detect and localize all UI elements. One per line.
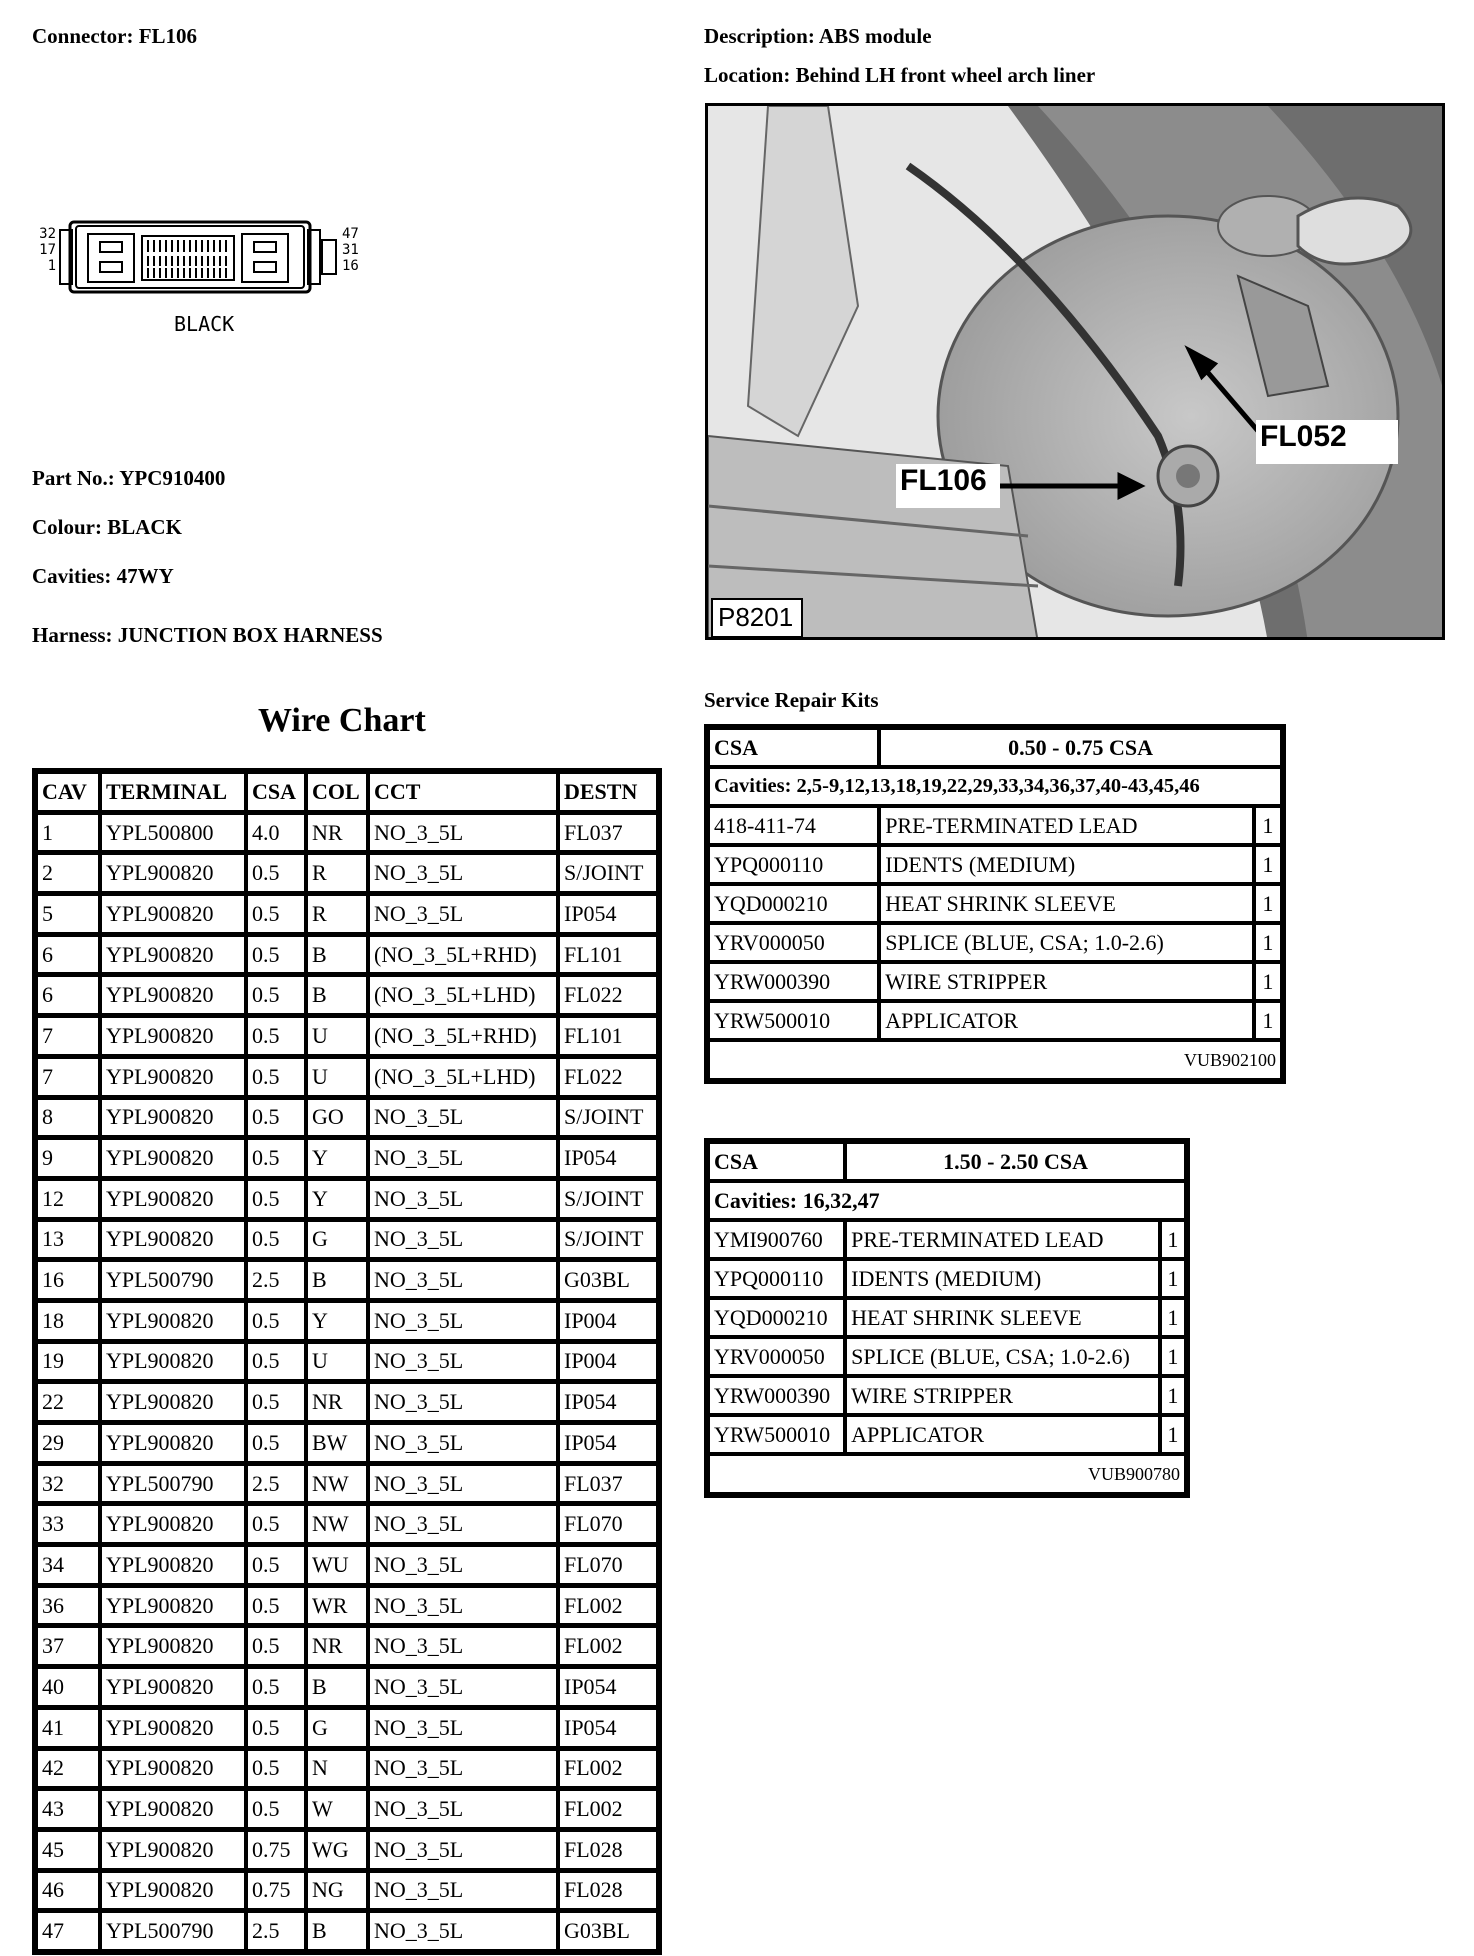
wire-chart-cell: NO_3_5L <box>368 1666 558 1707</box>
kit-item-cell: 1 <box>1160 1376 1186 1415</box>
kit-item-row <box>708 1001 1282 1040</box>
wire-chart-cell: 0.5 <box>246 893 306 934</box>
wire-chart-cell: BW <box>306 1422 368 1463</box>
kit-item-cell: PRE-TERMINATED LEAD <box>879 806 1254 845</box>
wire-chart-cell: S/JOINT <box>558 852 658 893</box>
wire-chart-cell: YPL900820 <box>100 1544 246 1585</box>
wire-chart-cell: NO_3_5L <box>368 1137 558 1178</box>
wire-chart-cell: B <box>306 974 368 1015</box>
kit-item-cell: WIRE STRIPPER <box>879 962 1254 1001</box>
wire-chart-row <box>36 1015 658 1056</box>
wire-chart-cell: 46 <box>36 1870 100 1911</box>
kit-csa-value: 1.50 - 2.50 CSA <box>845 1142 1186 1181</box>
kit-item-cell: WIRE STRIPPER <box>845 1376 1160 1415</box>
wire-chart-cell: 0.5 <box>246 1625 306 1666</box>
kit-item-cell: PRE-TERMINATED LEAD <box>845 1220 1160 1259</box>
wire-chart-cell: FL028 <box>558 1870 658 1911</box>
wire-chart-cell: NO_3_5L <box>368 1585 558 1626</box>
kit-item-cell: YRW500010 <box>708 1415 845 1454</box>
wire-chart-cell: FL070 <box>558 1544 658 1585</box>
wire-chart-body <box>36 812 658 1951</box>
kit-item-row <box>708 1259 1186 1298</box>
callout-fl106: FL106 <box>900 464 987 497</box>
wire-chart-cell: 0.5 <box>246 1707 306 1748</box>
wire-chart-header-row <box>36 772 658 812</box>
wire-chart-cell: IP054 <box>558 1666 658 1707</box>
wire-chart-cell: NO_3_5L <box>368 1219 558 1260</box>
wire-chart-cell: 1 <box>36 812 100 853</box>
repair-kit-table <box>704 724 1286 1084</box>
wire-chart-row <box>36 934 658 975</box>
kit-item-cell: APPLICATOR <box>879 1001 1254 1040</box>
kit-item-row <box>708 884 1282 923</box>
wire-chart-row <box>36 1585 658 1626</box>
wire-chart-cell: W <box>306 1788 368 1829</box>
wire-chart-row <box>36 1463 658 1504</box>
kit-item-cell: IDENTS (MEDIUM) <box>879 845 1254 884</box>
wire-chart-row <box>36 1707 658 1748</box>
wire-chart-row <box>36 852 658 893</box>
wire-chart-row <box>36 1137 658 1178</box>
wire-chart-cell: 0.5 <box>246 974 306 1015</box>
wire-chart-cell: YPL900820 <box>100 1178 246 1219</box>
wire-chart-cell: U <box>306 1015 368 1056</box>
wire-chart-cell: 0.5 <box>246 1300 306 1341</box>
kit-item-cell: YRV000050 <box>708 923 879 962</box>
wire-chart-cell: B <box>306 1910 368 1951</box>
wire-chart-cell: 18 <box>36 1300 100 1341</box>
wire-chart-cell: 42 <box>36 1748 100 1789</box>
wire-chart-cell: NO_3_5L <box>368 1788 558 1829</box>
wire-chart-cell: IP004 <box>558 1300 658 1341</box>
wire-chart-cell: U <box>306 1341 368 1382</box>
kit-csa-value: 0.50 - 0.75 CSA <box>879 728 1282 767</box>
wire-chart-cell: YPL500790 <box>100 1463 246 1504</box>
wire-chart-cell: 7 <box>36 1015 100 1056</box>
kit-items <box>708 1220 1186 1454</box>
kit-item-cell: 1 <box>1254 923 1282 962</box>
wire-chart-cell: 6 <box>36 974 100 1015</box>
kit-item-row <box>708 1415 1186 1454</box>
wire-chart-row <box>36 812 658 853</box>
kit-csa-label: CSA <box>708 728 879 767</box>
wheel-arch-illustration <box>708 106 1445 640</box>
wire-chart-cell: WU <box>306 1544 368 1585</box>
wire-chart-row <box>36 893 658 934</box>
kit-item-cell: YQD000210 <box>708 884 879 923</box>
kit-item-cell: SPLICE (BLUE, CSA; 1.0-2.6) <box>879 923 1254 962</box>
connector-label: Connector: FL106 <box>32 24 198 48</box>
wire-chart-cell: YPL900820 <box>100 974 246 1015</box>
wire-chart-cell: YPL900820 <box>100 1625 246 1666</box>
wire-chart-cell: NO_3_5L <box>368 1544 558 1585</box>
wire-chart-cell: 4.0 <box>246 812 306 853</box>
wire-chart-row <box>36 1219 658 1260</box>
wire-chart-cell: WR <box>306 1585 368 1626</box>
wire-chart-cell: 0.5 <box>246 1748 306 1789</box>
wire-chart-cell: IP054 <box>558 1707 658 1748</box>
kit-item-cell: 1 <box>1160 1337 1186 1376</box>
wire-chart-cell: B <box>306 1259 368 1300</box>
wire-chart-row <box>36 1870 658 1911</box>
wire-chart-cell: FL002 <box>558 1585 658 1626</box>
column-header: TERMINAL <box>100 772 246 812</box>
wire-chart-cell: U <box>306 1056 368 1097</box>
wire-chart-cell: YPL900820 <box>100 1422 246 1463</box>
wire-chart-cell: YPL900820 <box>100 852 246 893</box>
wire-chart-cell: NR <box>306 1625 368 1666</box>
wire-chart-cell: YPL900820 <box>100 934 246 975</box>
kit-item-row <box>708 1376 1186 1415</box>
wire-chart-cell: YPL900820 <box>100 893 246 934</box>
kit-csa-row <box>708 728 1282 767</box>
wire-chart-cell: FL101 <box>558 1015 658 1056</box>
wire-chart-table <box>32 768 662 1955</box>
wire-chart-cell: FL002 <box>558 1788 658 1829</box>
wire-chart-cell: YPL900820 <box>100 1056 246 1097</box>
callout-fl052: FL052 <box>1260 420 1347 453</box>
wire-chart-cell: 0.5 <box>246 1219 306 1260</box>
wire-chart-cell: 0.5 <box>246 1015 306 1056</box>
wire-chart-cell: NO_3_5L <box>368 1259 558 1300</box>
wire-chart-cell: (NO_3_5L+RHD) <box>368 1015 558 1056</box>
wire-chart-cell: NO_3_5L <box>368 1870 558 1911</box>
wire-chart-cell: 0.5 <box>246 1178 306 1219</box>
pin-label: 1 <box>47 258 56 274</box>
kit-item-row <box>708 923 1282 962</box>
wire-chart-cell: 22 <box>36 1381 100 1422</box>
wire-chart-cell: 0.5 <box>246 1544 306 1585</box>
kit-item-row <box>708 845 1282 884</box>
kit-cavities-row <box>708 767 1282 806</box>
wire-chart-cell: Y <box>306 1178 368 1219</box>
kit-number: VUB902100 <box>708 1040 1282 1080</box>
wire-chart-cell: 0.5 <box>246 1341 306 1382</box>
kit-item-cell: YPQ000110 <box>708 1259 845 1298</box>
wire-chart-cell: FL022 <box>558 1056 658 1097</box>
wire-chart-cell: 2.5 <box>246 1463 306 1504</box>
kit-item-row <box>708 1298 1186 1337</box>
kit-item-cell: YQD000210 <box>708 1298 845 1337</box>
part-number: Part No.: YPC910400 <box>32 466 226 490</box>
kit-item-cell: HEAT SHRINK SLEEVE <box>879 884 1254 923</box>
column-header: CAV <box>36 772 100 812</box>
wire-chart-row <box>36 1422 658 1463</box>
kit-item-cell: SPLICE (BLUE, CSA; 1.0-2.6) <box>845 1337 1160 1376</box>
kit-item-cell: 418-411-74 <box>708 806 879 845</box>
wire-chart-cell: 6 <box>36 934 100 975</box>
wire-chart-cell: 13 <box>36 1219 100 1260</box>
wire-chart-row <box>36 1259 658 1300</box>
kit-item-row <box>708 962 1282 1001</box>
kit-item-cell: 1 <box>1254 1001 1282 1040</box>
wire-chart-cell: 7 <box>36 1056 100 1097</box>
wire-chart-cell: YPL900820 <box>100 1870 246 1911</box>
column-header: CCT <box>368 772 558 812</box>
kit-item-cell: 1 <box>1160 1259 1186 1298</box>
wire-chart-row <box>36 1178 658 1219</box>
wire-chart-cell: FL101 <box>558 934 658 975</box>
wire-chart-row <box>36 1666 658 1707</box>
wire-chart-cell: NO_3_5L <box>368 1910 558 1951</box>
pin-label: 47 <box>342 226 359 242</box>
pin-label: 16 <box>342 258 359 274</box>
wire-chart-cell: FL037 <box>558 1463 658 1504</box>
wire-chart-cell: FL002 <box>558 1625 658 1666</box>
wire-chart-cell: NO_3_5L <box>368 1422 558 1463</box>
wire-chart-cell: 43 <box>36 1788 100 1829</box>
wire-chart-cell: YPL900820 <box>100 1666 246 1707</box>
wire-chart-cell: YPL900820 <box>100 1829 246 1870</box>
pin-label: 32 <box>39 226 56 242</box>
wire-chart-cell: FL002 <box>558 1748 658 1789</box>
wire-chart-title: Wire Chart <box>258 702 426 739</box>
wire-chart-row <box>36 1748 658 1789</box>
wire-chart-cell: NW <box>306 1503 368 1544</box>
kit-item-cell: YRW500010 <box>708 1001 879 1040</box>
wire-chart-cell: FL070 <box>558 1503 658 1544</box>
wire-chart-cell: NO_3_5L <box>368 1341 558 1382</box>
wire-chart-cell: (NO_3_5L+RHD) <box>368 934 558 975</box>
wire-chart-cell: NO_3_5L <box>368 1097 558 1138</box>
connector-colour-label: BLACK <box>174 312 235 336</box>
wire-chart-cell: YPL900820 <box>100 1748 246 1789</box>
wire-chart-row <box>36 1341 658 1382</box>
wire-chart-cell: 16 <box>36 1259 100 1300</box>
wire-chart-cell: NG <box>306 1870 368 1911</box>
wire-chart-cell: 0.5 <box>246 1788 306 1829</box>
column-header: CSA <box>246 772 306 812</box>
wire-chart-cell: FL028 <box>558 1829 658 1870</box>
wire-chart-cell: 0.5 <box>246 934 306 975</box>
wire-chart-cell: G <box>306 1219 368 1260</box>
wire-chart-cell: G03BL <box>558 1910 658 1951</box>
wire-chart-cell: IP054 <box>558 1422 658 1463</box>
wire-chart-cell: IP054 <box>558 893 658 934</box>
wire-chart-cell: 37 <box>36 1625 100 1666</box>
wire-chart-cell: 47 <box>36 1910 100 1951</box>
wire-chart-cell: 29 <box>36 1422 100 1463</box>
wire-chart-cell: 0.5 <box>246 1666 306 1707</box>
wire-chart-row <box>36 1829 658 1870</box>
kit-item-cell: YRV000050 <box>708 1337 845 1376</box>
kit-csa-row <box>708 1142 1186 1181</box>
wire-chart-cell: 32 <box>36 1463 100 1504</box>
kit-item-cell: APPLICATOR <box>845 1415 1160 1454</box>
wire-chart-cell: R <box>306 893 368 934</box>
wire-chart-cell: YPL900820 <box>100 1015 246 1056</box>
cavities-label: Cavities: 47WY <box>32 564 174 588</box>
wire-chart-row <box>36 1910 658 1951</box>
wire-chart-cell: NR <box>306 1381 368 1422</box>
right-pin-numbers <box>342 226 368 274</box>
description-label: Description: ABS module <box>704 24 932 48</box>
wire-chart-cell: 2.5 <box>246 1259 306 1300</box>
wire-chart-cell: 36 <box>36 1585 100 1626</box>
wire-chart-row <box>36 1300 658 1341</box>
wire-chart-row <box>36 1097 658 1138</box>
wire-chart-cell: NO_3_5L <box>368 893 558 934</box>
kit-item-cell: YRW000390 <box>708 962 879 1001</box>
wire-chart-row <box>36 1503 658 1544</box>
pin-label: 31 <box>342 242 359 258</box>
wire-chart-cell: G03BL <box>558 1259 658 1300</box>
wire-chart-cell: NO_3_5L <box>368 1463 558 1504</box>
wire-chart-cell: NO_3_5L <box>368 1300 558 1341</box>
wire-chart-cell: NO_3_5L <box>368 1829 558 1870</box>
wire-chart-cell: NO_3_5L <box>368 852 558 893</box>
kit-item-cell: 1 <box>1254 884 1282 923</box>
kit-item-cell: YPQ000110 <box>708 845 879 884</box>
column-header: COL <box>306 772 368 812</box>
wire-chart-cell: NR <box>306 812 368 853</box>
wire-chart-cell: 8 <box>36 1097 100 1138</box>
wire-chart-row <box>36 974 658 1015</box>
location-photo <box>705 103 1445 640</box>
kit-item-cell: 1 <box>1254 962 1282 1001</box>
wire-chart-cell: N <box>306 1748 368 1789</box>
wire-chart-cell: 0.5 <box>246 1097 306 1138</box>
harness-label: Harness: JUNCTION BOX HARNESS <box>32 623 383 647</box>
kit-item-cell: 1 <box>1160 1415 1186 1454</box>
wire-chart-cell: Y <box>306 1300 368 1341</box>
kit-footer-row <box>708 1454 1186 1494</box>
kit-item-cell: YMI900760 <box>708 1220 845 1259</box>
wire-chart-cell: NO_3_5L <box>368 1178 558 1219</box>
connector-diagram <box>30 212 370 342</box>
wire-chart-cell: YPL900820 <box>100 1097 246 1138</box>
kit-cavities: Cavities: 16,32,47 <box>708 1181 1186 1220</box>
wire-chart-cell: 0.5 <box>246 1137 306 1178</box>
wire-chart-cell: IP004 <box>558 1341 658 1382</box>
wire-chart-cell: NO_3_5L <box>368 1707 558 1748</box>
wire-chart-cell: FL037 <box>558 812 658 853</box>
column-header: DESTN <box>558 772 658 812</box>
wire-chart-cell: YPL900820 <box>100 1707 246 1748</box>
kit-item-cell: 1 <box>1160 1298 1186 1337</box>
kit-item-cell: YRW000390 <box>708 1376 845 1415</box>
wire-chart-cell: (NO_3_5L+LHD) <box>368 1056 558 1097</box>
wire-chart-cell: 33 <box>36 1503 100 1544</box>
wire-chart-cell: R <box>306 852 368 893</box>
wire-chart-cell: 45 <box>36 1829 100 1870</box>
wire-chart-cell: B <box>306 1666 368 1707</box>
repair-kit-table <box>704 1138 1190 1498</box>
wire-chart-cell: (NO_3_5L+LHD) <box>368 974 558 1015</box>
kit-footer-row <box>708 1040 1282 1080</box>
wire-chart-cell: YPL500790 <box>100 1259 246 1300</box>
wire-chart-cell: 0.5 <box>246 1381 306 1422</box>
wire-chart-cell: NO_3_5L <box>368 1381 558 1422</box>
wire-chart-cell: S/JOINT <box>558 1097 658 1138</box>
wire-chart-cell: YPL900820 <box>100 1788 246 1829</box>
kit-item-cell: HEAT SHRINK SLEEVE <box>845 1298 1160 1337</box>
wire-chart-cell: IP054 <box>558 1137 658 1178</box>
wire-chart-row <box>36 1625 658 1666</box>
location-label: Location: Behind LH front wheel arch liner <box>704 63 1096 87</box>
kit-item-row <box>708 1220 1186 1259</box>
service-repair-kits-title: Service Repair Kits <box>704 688 879 712</box>
kit-cavities: Cavities: 2,5-9,12,13,18,19,22,29,33,34,36,37,40-43,45,46 <box>708 767 1282 806</box>
wire-chart-cell: 0.5 <box>246 852 306 893</box>
wire-chart-cell: WG <box>306 1829 368 1870</box>
wire-chart-cell: GO <box>306 1097 368 1138</box>
kit-item-row <box>708 1337 1186 1376</box>
wire-chart-cell: YPL500800 <box>100 812 246 853</box>
wire-chart-cell: YPL500790 <box>100 1910 246 1951</box>
wire-chart-row <box>36 1544 658 1585</box>
wire-chart-cell: 9 <box>36 1137 100 1178</box>
wire-chart-cell: 2 <box>36 852 100 893</box>
wire-chart-cell: NO_3_5L <box>368 812 558 853</box>
pin-label: 17 <box>39 242 56 258</box>
wire-chart-cell: 0.5 <box>246 1585 306 1626</box>
wire-chart-cell: 34 <box>36 1544 100 1585</box>
kit-items <box>708 806 1282 1040</box>
wire-chart-cell: G <box>306 1707 368 1748</box>
kit-item-cell: IDENTS (MEDIUM) <box>845 1259 1160 1298</box>
wire-chart-cell: YPL900820 <box>100 1503 246 1544</box>
kit-csa-label: CSA <box>708 1142 845 1181</box>
wire-chart-cell: NO_3_5L <box>368 1503 558 1544</box>
kit-cavities-row <box>708 1181 1186 1220</box>
wire-chart-cell: NW <box>306 1463 368 1504</box>
wire-chart-cell: IP054 <box>558 1381 658 1422</box>
wire-chart-cell: 5 <box>36 893 100 934</box>
wire-chart-cell: 0.5 <box>246 1503 306 1544</box>
wire-chart-cell: YPL900820 <box>100 1219 246 1260</box>
wire-chart-cell: 12 <box>36 1178 100 1219</box>
wire-chart-cell: S/JOINT <box>558 1178 658 1219</box>
wire-chart-cell: 2.5 <box>246 1910 306 1951</box>
wire-chart-cell: YPL900820 <box>100 1137 246 1178</box>
wire-chart-cell: 19 <box>36 1341 100 1382</box>
wire-chart-cell: 0.5 <box>246 1422 306 1463</box>
wire-chart-cell: B <box>306 934 368 975</box>
wire-chart-cell: 41 <box>36 1707 100 1748</box>
wire-chart-row <box>36 1788 658 1829</box>
wire-chart-cell: FL022 <box>558 974 658 1015</box>
wire-chart-cell: S/JOINT <box>558 1219 658 1260</box>
wire-chart-cell: YPL900820 <box>100 1300 246 1341</box>
wire-chart-cell: 0.5 <box>246 1056 306 1097</box>
wire-chart-cell: NO_3_5L <box>368 1625 558 1666</box>
wire-chart-cell: YPL900820 <box>100 1341 246 1382</box>
kit-item-cell: 1 <box>1254 845 1282 884</box>
wire-chart-cell: NO_3_5L <box>368 1748 558 1789</box>
wire-chart-cell: YPL900820 <box>100 1381 246 1422</box>
wire-chart-cell: YPL900820 <box>100 1585 246 1626</box>
photo-reference: P8201 <box>718 602 794 632</box>
left-pin-numbers <box>30 226 56 274</box>
wire-chart-row <box>36 1056 658 1097</box>
kit-number: VUB900780 <box>708 1454 1186 1494</box>
kit-item-cell: 1 <box>1160 1220 1186 1259</box>
wire-chart-cell: Y <box>306 1137 368 1178</box>
wire-chart-cell: 0.75 <box>246 1870 306 1911</box>
kit-item-cell: 1 <box>1254 806 1282 845</box>
kit-item-row <box>708 806 1282 845</box>
wire-chart-row <box>36 1381 658 1422</box>
colour-label: Colour: BLACK <box>32 515 182 539</box>
wire-chart-cell: 40 <box>36 1666 100 1707</box>
wire-chart-cell: 0.75 <box>246 1829 306 1870</box>
